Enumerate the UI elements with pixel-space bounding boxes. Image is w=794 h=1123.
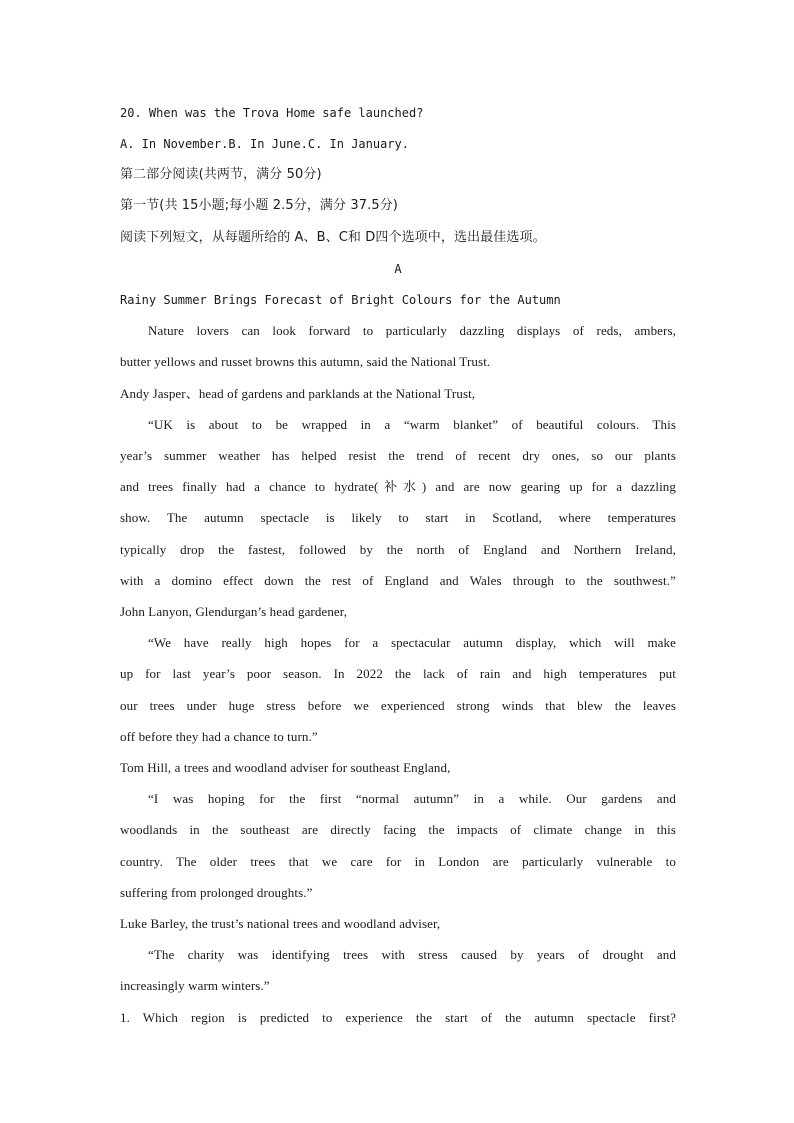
speaker-andy-jasper: Andy Jasper、head of gardens and parklands at the National Trust, [120,386,476,401]
section-instruction: 阅读下列短文，从每题所给的 A、B、C和 D四个选项中，选出最佳选项。 [120,230,546,245]
quote-2-line: “We have really high hopes for a spectacular autumn display, which will make [148,635,676,650]
quote-1-line: typically drop the fastest, followed by the north of England and Northern Ireland, [120,542,676,557]
quote-4-line: increasingly warm winters.” [120,978,270,993]
speaker-luke-barley: Luke Barley, the trust’s national trees and woodland adviser, [120,916,441,931]
quote-3-line: suffering from prolonged droughts.” [120,885,313,900]
quote-1-line: show. The autumn spectacle is likely to start in Scotland, where temperatures [120,510,676,525]
quote-3-line: woodlands in the southeast are directly facing the impacts of climate change in this [120,822,676,837]
question-1-stem: 1. Which region is predicted to experience the start of the autumn spectacle first? [120,1010,676,1025]
passage-title: Rainy Summer Brings Forecast of Bright Colours for the Autumn [120,293,561,307]
section-part-title: 第二部分阅读(共两节，满分 50分) [120,167,322,182]
quote-2-line: up for last year’s poor season. In 2022 the lack of rain and high temperatures put [120,666,676,681]
speaker-john-lanyon: John Lanyon, Glendurgan’s head gardener, [120,604,348,619]
quote-4-line: “The charity was identifying trees with stress caused by years of drought and [148,947,676,962]
quote-3-line: “I was hoping for the first “normal autumn” in a while. Our gardens and [148,791,676,806]
quote-1-line: and trees finally had a chance to hydrate(补水) and are now gearing up for a dazzling [120,479,676,494]
quote-1-line: year’s summer weather has helped resist the trend of recent dry ones, so our plants [120,448,676,463]
speaker-tom-hill: Tom Hill, a trees and woodland adviser for southeast England, [120,760,451,775]
question-20-stem: 20. When was the Trova Home safe launched? [120,106,424,120]
quote-2-line: off before they had a chance to turn.” [120,729,318,744]
section-sub-title: 第一节(共 15小题;每小题 2.5分，满分 37.5分) [120,198,398,213]
passage-intro-line: Nature lovers can look forward to particularly dazzling displays of reds, ambers, [148,323,676,338]
quote-1-line: with a domino effect down the rest of England and Wales through to the southwest.” [120,573,676,588]
passage-intro-line: butter yellows and russet browns this autumn, said the National Trust. [120,354,491,369]
quote-1-line: “UK is about to be wrapped in a “warm blanket” of beautiful colours. This [148,417,676,432]
passage-label: A [394,262,402,276]
quote-2-line: our trees under huge stress before we experienced strong winds that blew the leaves [120,698,676,713]
question-20-options: A. In November.B. In June.C. In January. [120,137,409,151]
quote-3-line: country. The older trees that we care for in London are particularly vulnerable to [120,854,676,869]
